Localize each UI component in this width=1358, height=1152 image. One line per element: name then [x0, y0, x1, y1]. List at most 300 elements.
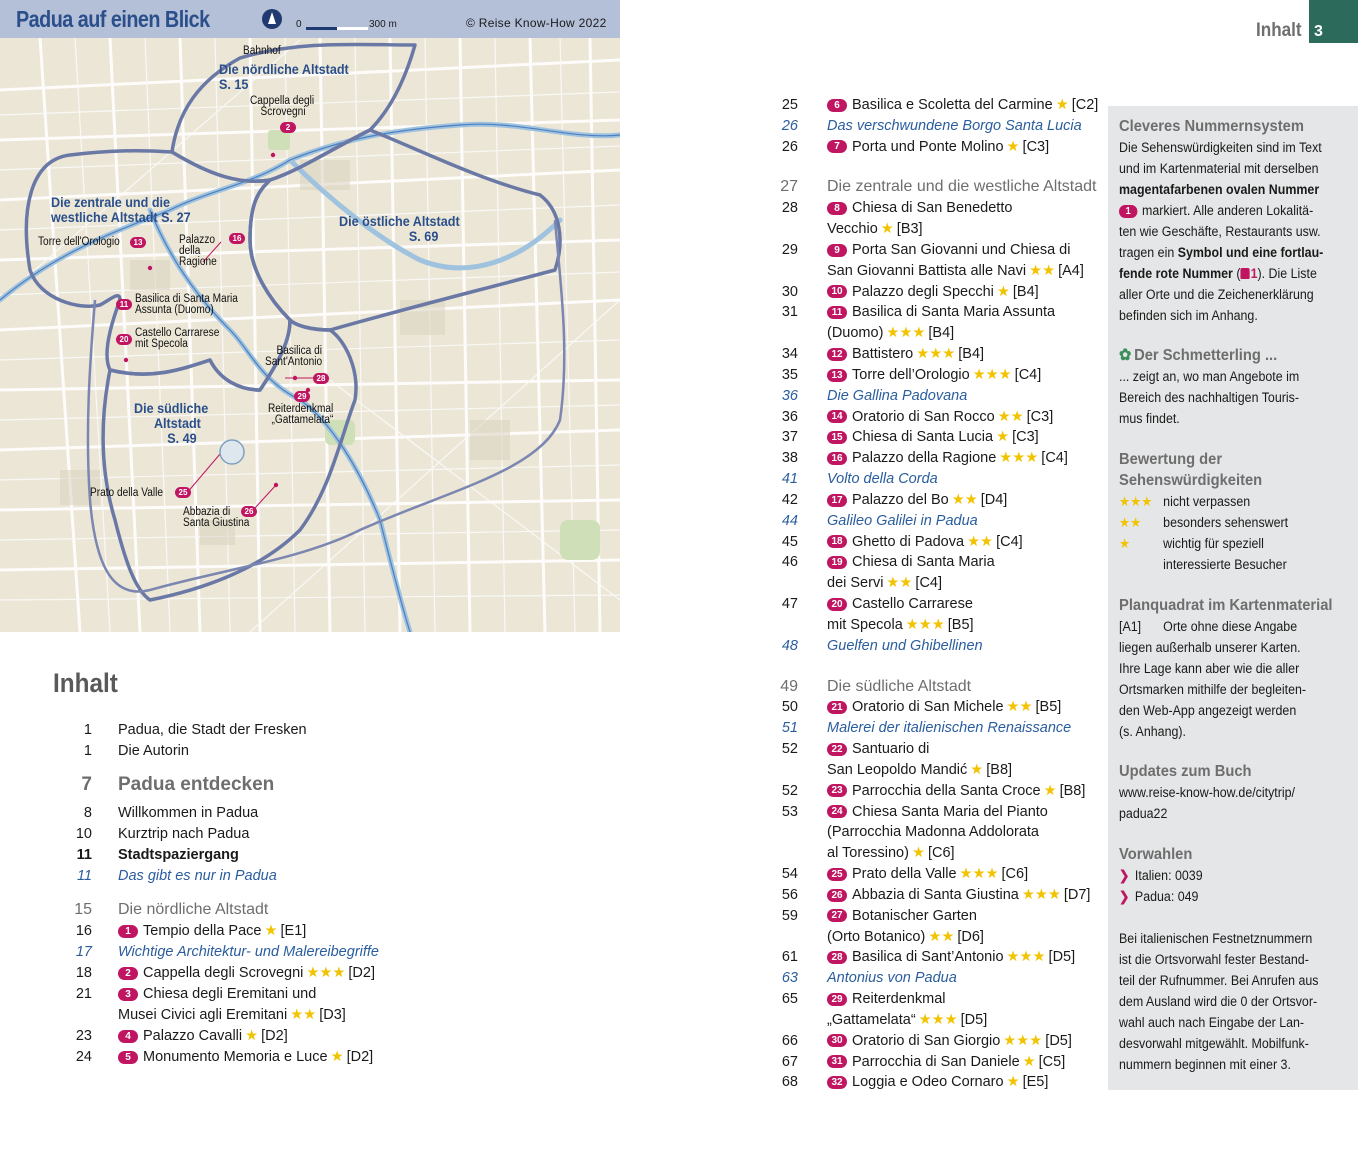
toc-entry-title: Willkommen in Padua	[118, 805, 259, 821]
sight-number-badge: 9	[827, 244, 847, 257]
updates-link[interactable]: www.reise-know-how.de/citytrip/	[1119, 785, 1296, 800]
toc-entry-title: Palazzo della Ragione	[852, 450, 997, 467]
toc-row	[0, 1072, 1049, 1092]
toc-entry	[827, 762, 1012, 778]
toc-page-number: 52	[781, 741, 798, 758]
toc-entry	[827, 949, 1075, 965]
toc-page-number: 8	[83, 805, 92, 821]
toc-entry	[827, 139, 1049, 155]
rating-text: interessierte Besucher	[1163, 557, 1287, 572]
place-label-line: Cappella degli	[250, 95, 315, 107]
toc-row	[0, 573, 943, 593]
map-pin-13: 13	[130, 237, 146, 248]
toc-page-number: 44	[781, 512, 798, 529]
toc-page-number: 61	[781, 949, 798, 966]
toc-entry-title: Chiesa Santa Maria del Pianto	[852, 803, 1048, 820]
toc-entry	[827, 409, 1053, 425]
toc-entry	[827, 866, 1028, 882]
toc-entry-title: (Duomo)	[827, 325, 884, 342]
sight-number-badge: 18	[827, 535, 847, 548]
district-label-line: S. 15	[219, 76, 249, 92]
rating-stars: ★★★	[959, 866, 999, 883]
toc-entry	[827, 575, 942, 591]
grid-reference: [C3]	[1012, 429, 1039, 446]
rating-stars: ★★	[1029, 262, 1056, 279]
dial-padua	[1119, 886, 1198, 907]
toc-page-number: 1	[83, 743, 92, 759]
district-label-line: Die nördliche Altstadt	[219, 61, 349, 77]
rating-text: nicht verpassen	[1163, 494, 1251, 509]
sight-number-badge: 2	[118, 967, 138, 980]
rating-stars: ★★	[951, 491, 978, 508]
sight-number-badge: 29	[827, 993, 847, 1006]
district-label-line: Die östliche Altstadt	[339, 213, 460, 229]
toc-entry	[827, 304, 1055, 320]
toc-entry	[118, 1028, 288, 1044]
toc-page-number: 27	[780, 178, 798, 196]
toc-entry	[118, 1049, 373, 1065]
butterfly-line: Bereich des nachhaltigen Touris-	[1119, 390, 1299, 405]
toc-entry-title: Padua entdecken	[118, 774, 275, 795]
district-label-line: S. 49	[167, 430, 197, 446]
rating-heading: Bewertung der	[1119, 451, 1223, 468]
district-label-line: S. 69	[408, 228, 439, 244]
toc-page-number: 23	[75, 1028, 92, 1044]
toc-page-number: 26	[781, 138, 798, 155]
rating-stars: ★★★	[886, 325, 926, 342]
rating-stars: ★	[880, 221, 894, 238]
dial-text: Italien: 0039	[1134, 868, 1203, 883]
toc-entry	[827, 200, 1012, 216]
place-label-gattamelata	[268, 404, 333, 426]
dial-heading: Vorwahlen	[1119, 846, 1193, 863]
grid-reference: [C4]	[996, 533, 1023, 550]
toc-entry	[827, 1074, 1048, 1090]
toc-page-number: 35	[781, 366, 798, 383]
butterfly-line: ... zeigt an, wo man Angebote im	[1119, 369, 1300, 384]
toc-page-number: 53	[781, 803, 798, 820]
toc-page-number: 63	[781, 970, 798, 987]
rating-stars: ★	[1006, 1074, 1020, 1091]
place-label-line: Sant'Antonio	[265, 356, 323, 368]
toc-page-number: 47	[781, 596, 798, 613]
toc-entry	[118, 944, 379, 960]
sight-number-badge: 5	[118, 1051, 138, 1064]
toc-entry	[118, 965, 375, 981]
numbering-line: befinden sich im Anhang.	[1119, 308, 1258, 323]
sight-number-badge: 1	[118, 925, 138, 938]
toc-entry	[827, 596, 973, 612]
place-label-line: Scrovegni	[260, 106, 306, 118]
map-pin-28: 28	[313, 373, 329, 384]
toc-page-number: 49	[780, 677, 798, 695]
place-label-prato-della-valle: Prato della Valle	[90, 487, 163, 499]
page-number-tab	[1309, 0, 1358, 43]
sight-number-badge: 6	[827, 99, 847, 112]
district-label-line: Altstadt	[153, 415, 201, 431]
toc-entry	[827, 908, 977, 924]
rating-stars: ★★	[290, 1007, 317, 1023]
grid-line	[1119, 616, 1297, 637]
rating-stars: ★★	[886, 575, 913, 592]
toc-entry	[827, 178, 1096, 196]
toc-entry-title: al Toressino)	[827, 845, 909, 862]
map-pin-20: 20	[116, 334, 132, 345]
rating-stars: ★	[1119, 536, 1131, 551]
grid-reference: [B4]	[928, 325, 955, 342]
toc-entry-title: Musei Civici agli Eremitani	[118, 1007, 288, 1023]
grid-reference: [D7]	[1063, 886, 1091, 903]
toc-entry	[827, 325, 954, 341]
toc-page-number: 26	[781, 117, 798, 134]
rating-stars: ★	[1043, 782, 1057, 799]
toc-page-number: 18	[75, 965, 92, 981]
map-copyright: © Reise Know-How 2022	[466, 16, 607, 30]
toc-page-number: 10	[75, 826, 92, 842]
toc-entry	[827, 388, 967, 404]
district-label-line: westliche Altstadt S. 27	[51, 209, 191, 225]
rating-stars: ★	[996, 283, 1010, 300]
grid-reference: [D3]	[319, 1007, 346, 1023]
sight-number-badge: 16	[827, 452, 847, 465]
sight-number-badge: 23	[827, 784, 847, 797]
toc-entry-title: Wichtige Architektur- und Malereibegriffe	[118, 944, 379, 960]
grid-reference: [C6]	[927, 845, 955, 862]
toc-entry-title: Padua, die Stadt der Fresken	[118, 722, 307, 738]
toc-entry-title: Chiesa di Santa Maria	[852, 554, 995, 571]
toc-entry-title: Oratorio di San Rocco	[852, 408, 995, 425]
grid-reference: [E5]	[1022, 1074, 1049, 1091]
toc-entry-title: Torre dell’Orologio	[852, 366, 970, 383]
toc-page-number: 67	[781, 1053, 798, 1070]
grid-reference: [C4]	[915, 575, 943, 592]
toc-entry-title: Prato della Valle	[852, 866, 957, 883]
butterfly-heading-text: Der Schmetterling ...	[1134, 347, 1278, 364]
toc-row	[0, 552, 995, 572]
place-label-castello-carrarese	[135, 328, 219, 350]
toc-entry-title: Palazzo Cavalli	[143, 1028, 243, 1044]
sight-number-badge: 20	[827, 598, 847, 611]
grid-reference: [D5]	[960, 1011, 988, 1028]
toc-entry-title: Chiesa degli Eremitani und	[143, 986, 317, 1002]
toc-entry	[827, 845, 955, 861]
toc-entry-title: Monumento Memoria e Luce	[143, 1049, 328, 1065]
toc-entry-title: „Gattamelata“	[827, 1011, 916, 1028]
toc-page-number: 36	[781, 387, 798, 404]
toc-entry	[827, 554, 995, 570]
grid-line: den Web-App angezeigt werden	[1119, 703, 1297, 718]
scale-bar	[306, 27, 368, 30]
rating-stars: ★	[996, 429, 1010, 446]
rating-row	[1119, 554, 1287, 575]
dial-line: dem Ausland wird die 0 der Ortsvor-	[1119, 994, 1318, 1009]
toc-entry-title: Galileo Galilei in Padua	[827, 512, 978, 529]
sight-number-badge: 15	[827, 431, 847, 444]
toc-entry-title: San Leopoldo Mandić	[827, 761, 968, 778]
toc-entry	[827, 804, 1048, 820]
toc-page-number: 48	[781, 637, 798, 654]
numbering-text-bold: Symbol und eine fortlau-	[1177, 245, 1324, 260]
toc-row	[0, 137, 1050, 157]
toc-entry-title: Malerei der italienischen Renaissance	[827, 720, 1072, 737]
grid-reference: [C2]	[1071, 97, 1099, 113]
sight-number-badge: 28	[827, 951, 847, 964]
toc-row	[0, 636, 983, 656]
rating-stars: ★★★	[1006, 949, 1046, 966]
district-label-north	[219, 62, 349, 92]
map-title: Padua auf einen Blick	[16, 6, 210, 32]
toc-entry-title: Antonius von Padua	[827, 970, 957, 987]
place-label-duomo	[135, 294, 238, 316]
toc-page-number: 36	[781, 408, 798, 425]
rating-row	[1119, 491, 1250, 512]
sight-number-badge: 27	[827, 909, 847, 922]
toc-page-number: 29	[781, 241, 798, 258]
rating-stars: ★★★	[999, 450, 1039, 467]
grid-reference: [D2]	[346, 1049, 374, 1065]
district-label-east	[339, 214, 460, 244]
numbering-line: ten wie Geschäfte, Restaurants usw.	[1119, 224, 1321, 239]
grid-reference: [B4]	[958, 346, 985, 363]
sight-number-badge: 3	[118, 988, 138, 1001]
toc-row	[0, 469, 938, 489]
toc-entry-title: Santuario di	[852, 741, 930, 758]
grid-text: Orte ohne diese Angabe	[1163, 619, 1298, 634]
dial-line: ist die Ortsvorwahl fester Bestand-	[1119, 952, 1309, 967]
toc-entry-title: Oratorio di San Michele	[852, 699, 1004, 716]
grid-reference: [C6]	[1001, 866, 1029, 883]
toc-entry-title: Das gibt es nur in Padua	[118, 868, 277, 884]
place-label-palazzo-ragione	[179, 235, 217, 268]
map-pin-2: 2	[280, 122, 296, 133]
grid-reference: [B5]	[1035, 699, 1062, 716]
toc-entry	[827, 97, 1098, 113]
place-label-line: Castello Carrarese	[135, 327, 220, 339]
grid-heading: Planquadrat im Kartenmaterial	[1119, 597, 1333, 614]
sight-number-badge: 13	[827, 369, 847, 382]
toc-entry	[827, 824, 1039, 840]
toc-page-number: 41	[781, 471, 798, 488]
toc-entry	[827, 450, 1068, 466]
shop-symbol-icon	[1240, 268, 1249, 279]
rating-stars: ★★★	[905, 616, 945, 633]
sight-number-badge: 24	[827, 805, 847, 818]
toc-page-number: 21	[75, 986, 92, 1002]
toc-entry-title: Vecchio	[827, 221, 878, 238]
rating-text: wichtig für speziell	[1163, 536, 1264, 551]
rating-stars: ★	[1055, 97, 1069, 113]
sight-number-badge: 17	[827, 494, 847, 507]
place-label-scrovegni	[250, 96, 314, 118]
scale-start-label: 0	[296, 19, 302, 30]
toc-entry	[118, 826, 249, 842]
toc-entry-title: Parrocchia della Santa Croce	[852, 782, 1041, 799]
sight-number-badge: 32	[827, 1076, 847, 1089]
butterfly-line: mus findet.	[1119, 411, 1180, 426]
district-label-line: Die südliche	[134, 400, 209, 416]
toc-entry	[118, 1007, 346, 1023]
toc-entry	[118, 774, 274, 796]
sight-number-badge: 31	[827, 1055, 847, 1068]
toc-page-number: 65	[781, 991, 798, 1008]
map-pin-25: 25	[175, 487, 191, 498]
place-label-santa-giustina	[183, 507, 249, 529]
toc-page-number: 15	[74, 901, 92, 918]
sight-number-badge: 4	[118, 1030, 138, 1043]
rating-stars: ★★★	[972, 366, 1012, 383]
chevron-right-icon: ❯	[1119, 889, 1130, 904]
sight-number-badge: 10	[827, 285, 847, 298]
toc-entry	[827, 118, 1082, 134]
toc-page-number: 11	[76, 847, 92, 863]
place-label-line: Assunta (Duomo)	[135, 304, 214, 316]
toc-entry-title: dei Servi	[827, 575, 884, 592]
toc-entry	[827, 513, 978, 529]
rating-stars: ★★★	[1021, 886, 1061, 903]
toc-row	[0, 760, 1013, 780]
toc-page-number: 11	[76, 868, 92, 884]
toc-page-number: 7	[81, 774, 92, 795]
toc-entry	[827, 720, 1071, 736]
sight-number-badge: 14	[827, 410, 847, 423]
dial-line: teil der Rufnummer. Bei Anrufen aus	[1119, 973, 1319, 988]
toc-row	[0, 116, 1082, 136]
rating-stars: ★★★	[918, 1011, 958, 1028]
place-label-line: Basilica di Santa Maria	[135, 293, 238, 305]
place-label-line: Palazzo	[179, 234, 216, 246]
toc-entry	[827, 492, 1007, 508]
rating-stars: ★★	[1119, 515, 1142, 530]
grid-reference: [C4]	[1014, 366, 1042, 383]
toc-entry-title: Porta San Giovanni und Chiesa di	[852, 241, 1071, 258]
toc-page-number: 38	[781, 450, 798, 467]
map-pin-11: 11	[116, 299, 132, 310]
grid-reference: [C3]	[1026, 408, 1054, 425]
map-pin-16: 16	[229, 233, 245, 244]
toc-page-number: 68	[781, 1074, 798, 1091]
updates-heading: Updates zum Buch	[1119, 763, 1252, 780]
butterfly-icon: ✿	[1119, 347, 1132, 364]
grid-reference: [B4]	[1012, 283, 1039, 300]
toc-entry-title: Palazzo degli Specchi	[852, 283, 994, 300]
toc-page-number: 54	[781, 866, 798, 883]
dial-italy	[1119, 865, 1203, 886]
toc-entry	[827, 699, 1061, 715]
toc-entry	[118, 805, 258, 821]
grid-reference: [D2]	[348, 965, 375, 981]
toc-page-number: 66	[781, 1032, 798, 1049]
grid-line: (s. Anhang).	[1119, 724, 1186, 739]
grid-reference: [C5]	[1038, 1053, 1066, 1070]
toc-page-number: 51	[781, 720, 798, 737]
district-label-south	[134, 401, 208, 446]
toc-entry	[118, 986, 316, 1002]
toc-entry	[118, 743, 189, 759]
updates-link[interactable]: padua22	[1119, 806, 1168, 821]
toc-entry-title: Porta und Ponte Molino	[852, 138, 1004, 155]
numbering-text: ). Die Liste	[1257, 266, 1317, 281]
toc-entry	[827, 929, 984, 945]
numbering-line	[1119, 242, 1323, 263]
numbering-line: und im Kartenmaterial mit derselben	[1119, 161, 1319, 176]
rating-row	[1119, 533, 1264, 554]
contents-heading: Inhalt	[53, 668, 118, 698]
toc-entry	[118, 901, 268, 919]
toc-page-number: 56	[781, 886, 798, 903]
grid-reference: [D5]	[1045, 1032, 1072, 1049]
toc-entry	[827, 263, 1084, 279]
rating-row	[1119, 512, 1288, 533]
grid-line: liegen außerhalb unserer Karten.	[1119, 640, 1301, 655]
toc-entry	[827, 471, 938, 487]
place-label-line: Abbazia di	[183, 506, 231, 518]
toc-entry-title: Volto della Corda	[827, 471, 938, 488]
toc-row	[0, 697, 1062, 717]
rating-stars: ★	[264, 923, 278, 939]
toc-page-number: 31	[781, 304, 798, 321]
rating-stars: ★	[911, 845, 925, 862]
toc-page-number: 42	[781, 491, 798, 508]
grid-line: Ihre Lage kann aber wie die aller	[1119, 661, 1300, 676]
toc-entry-title: Palazzo del Bo	[852, 491, 949, 508]
sight-number-badge: 19	[827, 556, 847, 569]
toc-page-number: 45	[781, 533, 798, 550]
toc-page-number: 16	[75, 923, 92, 939]
numbering-text-bold: fende rote Nummer	[1119, 266, 1233, 281]
grid-reference: [E1]	[280, 923, 307, 939]
rating-stars: ★	[245, 1028, 259, 1044]
grid-reference: [C3]	[1022, 138, 1050, 155]
rating-stars: ★	[1022, 1053, 1036, 1070]
grid-reference: [B8]	[986, 761, 1013, 778]
toc-entry-title: Ghetto di Padova	[852, 533, 965, 550]
toc-row	[0, 448, 1068, 468]
place-label-line: Ragione	[179, 256, 217, 268]
toc-page-number: 30	[781, 283, 798, 300]
toc-entry-title: Abbazia di Santa Giustina	[852, 886, 1019, 903]
toc-entry	[827, 970, 957, 986]
toc-entry-title: Chiesa di Santa Lucia	[852, 429, 994, 446]
toc-entry-title: (Orto Botanico)	[827, 928, 926, 945]
rating-stars: ★★	[967, 533, 994, 550]
place-label-line: della	[179, 245, 201, 257]
chevron-right-icon: ❯	[1119, 868, 1130, 883]
map-pin-26: 26	[241, 506, 257, 517]
rating-stars: ★★★	[1119, 494, 1153, 509]
toc-entry-title: Das verschwundene Borgo Santa Lucia	[827, 117, 1082, 134]
toc-entry	[118, 722, 307, 738]
toc-row	[0, 885, 1091, 905]
place-label-santantonio	[265, 346, 322, 368]
sight-number-badge: 7	[827, 140, 847, 153]
rating-stars: ★★★	[306, 965, 346, 981]
toc-entry	[827, 741, 929, 757]
toc-page-number: 24	[75, 1049, 92, 1065]
toc-entry-title: Basilica di Sant’Antonio	[852, 949, 1004, 966]
toc-page-number: 37	[781, 429, 798, 446]
place-label-line: mit Specola	[135, 338, 188, 350]
toc-row	[0, 532, 1023, 552]
toc-entry	[827, 887, 1090, 903]
toc-entry	[827, 638, 983, 654]
scale-end-label: 300 m	[369, 19, 397, 30]
numbering-line	[1119, 200, 1313, 221]
sight-number-badge: 25	[827, 868, 847, 881]
toc-page-number: 25	[781, 97, 798, 113]
toc-page-number: 17	[75, 944, 92, 960]
page-tab-label: Inhalt	[1256, 20, 1302, 41]
toc-entry	[827, 1054, 1065, 1070]
